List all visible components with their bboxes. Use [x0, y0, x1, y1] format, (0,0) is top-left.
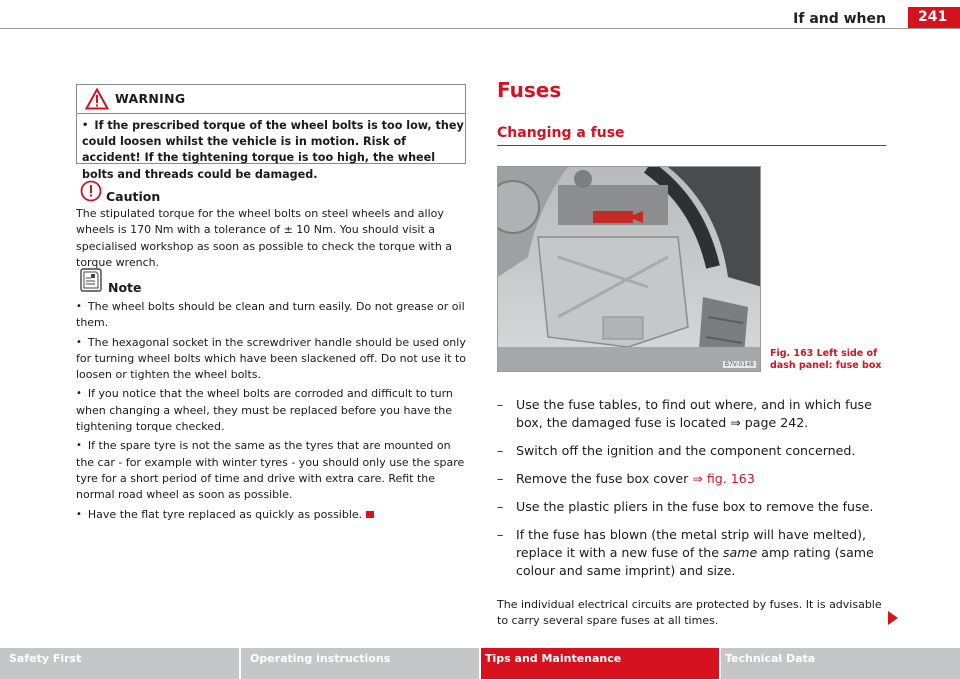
list-item [76, 335, 468, 384]
warning-triangle-icon [85, 88, 109, 110]
list-item [76, 438, 468, 503]
list-item [497, 498, 889, 516]
procedure-steps [497, 396, 889, 590]
note-list [76, 299, 468, 526]
step-text: Use the fuse tables, to find out where, and in which fuse box, the damaged fuse is located [516, 397, 872, 430]
reference-arrow: ⇒ [726, 415, 745, 430]
note-item-text: If the spare tyre is not the same as the tyres that are mounted on the car - for example with winter tyres - you should only use the spare tyre for a short period of time and drive with extra care. Refit the normal road wheel as soon as possible. [76, 439, 465, 502]
step-text: Use the plastic pliers in the fuse box to remove the fuse. [516, 499, 874, 514]
emphasis: same [723, 545, 758, 560]
list-item [76, 299, 468, 332]
subsection-rule [497, 145, 886, 146]
step-dash: – [497, 397, 504, 412]
step-dash: – [497, 499, 504, 514]
bullet: • [76, 440, 82, 452]
tab-safety-first[interactable]: Safety First [0, 648, 239, 679]
list-item [497, 470, 889, 488]
figure-link[interactable]: ⇒ fig. 163 [688, 471, 755, 486]
step-dash: – [497, 527, 504, 542]
step-dash: – [497, 443, 504, 458]
note-title: Note [108, 280, 142, 295]
subsection-title: Changing a fuse [497, 125, 625, 141]
step-text: amp rating (same colour and same imprint) and size. [516, 545, 874, 578]
caution-text: The stipulated torque for the wheel bolts on steel wheels and alloy wheels is 170 Nm with a tolerance of ± 10 Nm. You should visit a specialised workshop as soon as possible to check the torque with a torque wrench. [76, 207, 453, 269]
warning-text [82, 118, 466, 183]
warning-text-content: If the prescribed torque of the wheel bolts is too low, they could loosen whilst the vehicle is in motion. Risk of accident! If the tightening torque is too high, the wheel bolts and threads could be damaged. [82, 119, 464, 181]
chapter-title: If and when [793, 11, 886, 27]
step-text: Remove the fuse box cover [516, 471, 689, 486]
bullet: • [76, 388, 82, 400]
step-dash: – [497, 471, 504, 486]
fuse-box-photo [497, 166, 761, 372]
list-item [76, 386, 468, 435]
bullet: • [76, 301, 82, 312]
next-page-arrow-icon[interactable] [888, 611, 898, 625]
caution-title: Caution [106, 189, 161, 204]
figure-caption: Fig. 163 Left side of dash panel: fuse box [770, 348, 882, 371]
tab-operating-instructions[interactable]: Operating instructions [241, 648, 479, 679]
section-title: Fuses [497, 78, 562, 102]
warning-header [77, 85, 465, 114]
step-text: If the fuse has blown (the metal strip will have melted), replace it with a new fuse of the [516, 527, 867, 560]
list-item [497, 526, 889, 580]
bullet: • [82, 120, 89, 131]
list-item [497, 396, 889, 432]
tab-tips-and-maintenance[interactable]: Tips and Maintenance [481, 648, 719, 679]
section-end-marker [366, 511, 374, 518]
warning-box [76, 84, 466, 181]
warning-title: WARNING [115, 91, 186, 106]
note-icon [80, 268, 102, 292]
header-rule [0, 28, 960, 29]
footer-nav [0, 648, 960, 679]
note-item-text: The wheel bolts should be clean and turn easily. Do not grease or oil them. [76, 300, 465, 330]
fuse-box-illustration [498, 167, 761, 372]
bullet: • [76, 508, 82, 520]
page-number: 241 [908, 7, 960, 29]
bullet: • [76, 336, 82, 348]
note-item-text: If you notice that the wheel bolts are corroded and difficult to turn when changing a wheel, they must be replaced before you have the tightening torque checked. [76, 387, 453, 434]
note-item-text: The hexagonal socket in the screwdriver handle should be used only for turning wheel bolts which have been slackened off. Do not use it to loosen or tighten the wheel bolts. [76, 335, 467, 382]
step-text: Switch off the ignition and the component concerned. [516, 443, 856, 458]
caution-icon [80, 180, 102, 202]
page-reference: page 242. [744, 415, 809, 430]
tab-technical-data[interactable]: Technical Data [721, 648, 960, 679]
list-item [76, 507, 468, 523]
list-item [497, 442, 889, 460]
figure-code: B7V-0148 [724, 361, 754, 368]
note-item-text: Have the flat tyre replaced as quickly as possible. [87, 507, 363, 521]
closing-paragraph: The individual electrical circuits are protected by fuses. It is advisable to carry several spare fuses at all times. [497, 598, 882, 627]
